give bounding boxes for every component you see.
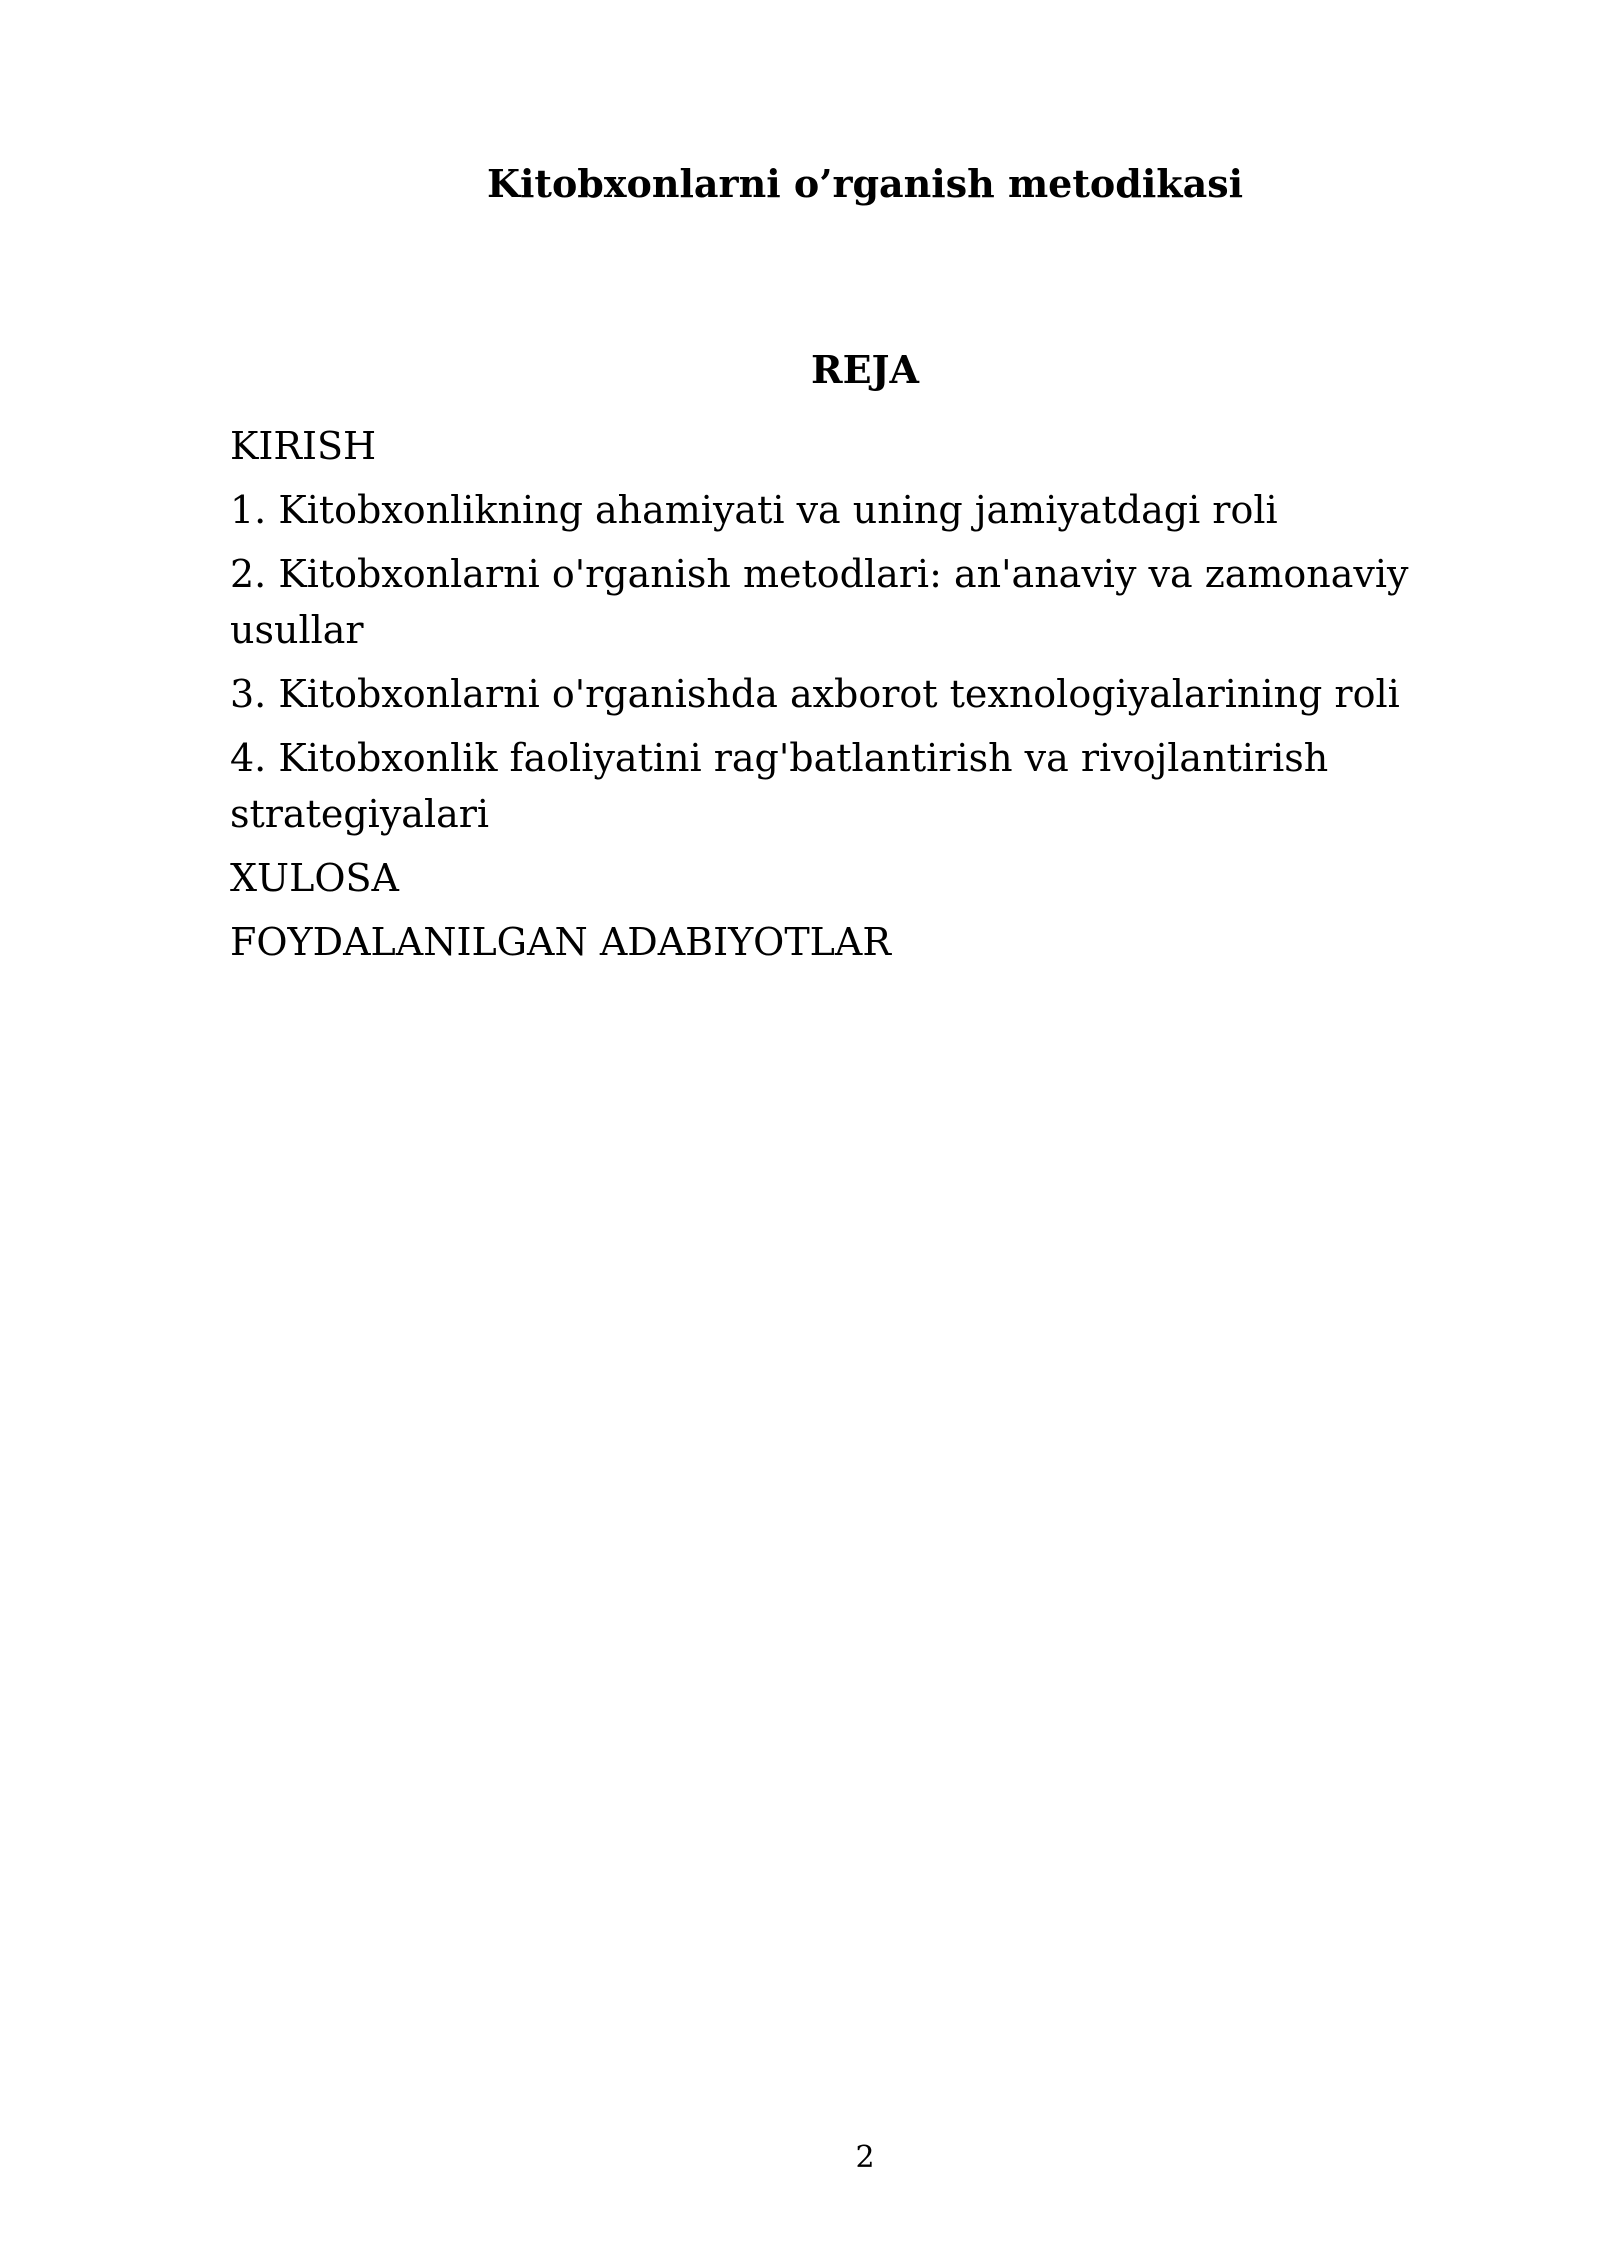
plan-item-1: 1. Kitobxonlikning ahamiyati va uning jamiyatdagi roli — [230, 488, 1278, 532]
document-title: Kitobxonlarni o’rganish metodikasi — [486, 161, 1244, 206]
plan-list — [230, 418, 1430, 978]
plan-item-conclusion: XULOSA — [230, 856, 399, 900]
page-number: 2 — [855, 2140, 875, 2175]
plan-item-2: 2. Kitobxonlarni o'rganish metodlari: an'anaviy va zamonaviy usullar — [230, 552, 1409, 652]
plan-heading: REJA — [810, 347, 919, 392]
plan-item-4: 4. Kitobxonlik faoliyatini rag'batlantirish va rivojlantirish strategiyalari — [230, 736, 1329, 836]
plan-item-references: FOYDALANILGAN ADABIYOTLAR — [230, 920, 891, 964]
plan-item-introduction: KIRISH — [230, 424, 377, 468]
plan-item-3: 3. Kitobxonlarni o'rganishda axborot texnologiyalarining roli — [230, 672, 1400, 716]
